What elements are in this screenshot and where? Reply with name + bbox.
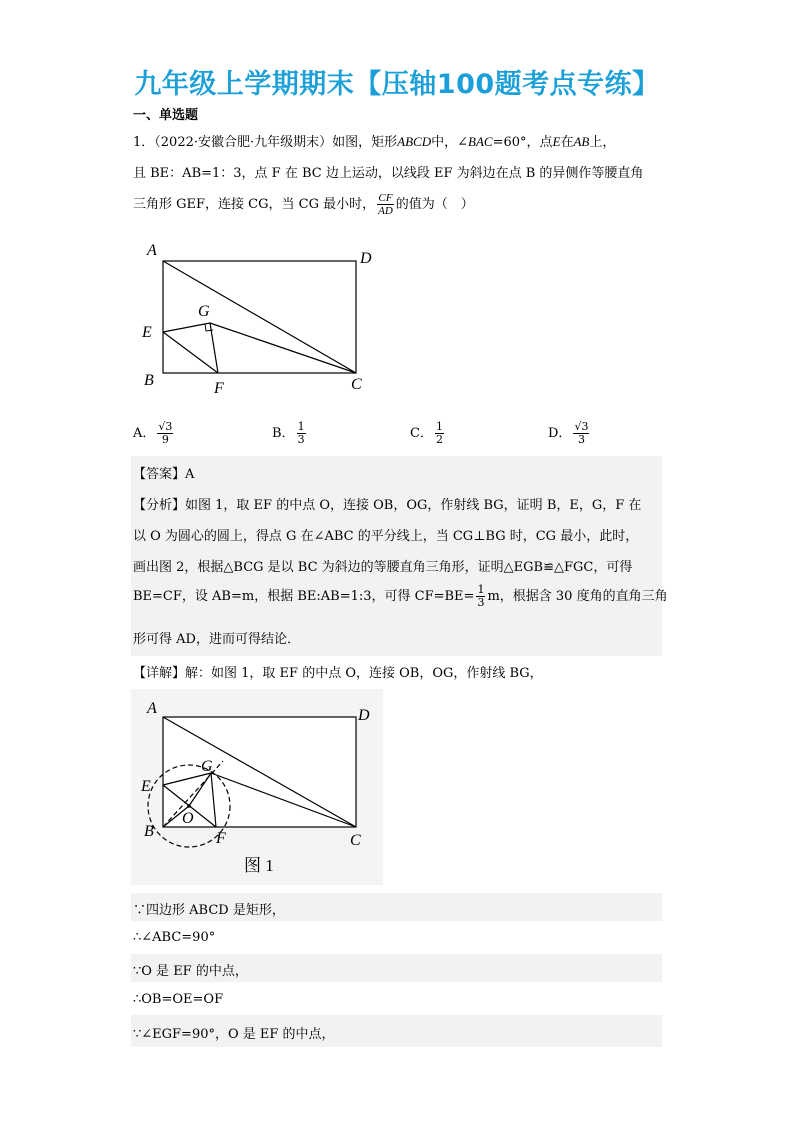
label-d: D [358,707,370,724]
math-ABCD: ABCD [397,134,432,149]
option-a[interactable] [133,421,175,446]
question-text: 中，∠ [431,135,469,150]
fraction-denominator: AD [378,205,393,217]
question-text: 在 [560,135,574,150]
diagonal-ac [163,261,356,373]
answer-value: A [185,467,195,482]
fraction-denominator: 3 [297,433,305,446]
analysis-line-5: 形可得 AD，进而可得结论． [133,632,300,647]
label-c: C [350,832,361,849]
segment-ef [163,332,218,373]
detail-label: 【详解】 [133,666,186,681]
option-c[interactable] [410,421,446,446]
question-text: 如图，矩形 [332,135,398,150]
fraction-denominator: 9 [161,433,169,446]
option-fraction [297,421,306,446]
question-text: 的值为（ ） [395,197,474,212]
figure-1 [131,689,383,885]
fraction-denominator: 2 [435,433,443,446]
option-letter: B． [272,426,295,441]
option-fraction [435,421,444,446]
question-line-1 [133,131,615,150]
step-line: ∵∠EGF=90°，O 是 EF 的中点， [133,1027,335,1042]
fraction-numerator: √3 [574,420,589,433]
option-d[interactable] [548,421,591,446]
option-b[interactable] [272,421,308,446]
fraction-numerator: CF [378,192,393,204]
detail-text: 解：如图 1，取 EF 的中点 O，连接 OB，OG，作射线 BG， [185,666,543,681]
label-a: A [147,700,157,717]
step-line: ∴OB=OE=OF [133,992,224,1007]
label-o: O [182,810,194,827]
option-letter: A． [133,426,156,441]
right-angle-mark [205,324,213,331]
fraction-cf-ad [377,192,394,217]
fraction-denominator: 3 [477,596,485,609]
fraction-numerator: 1 [477,583,485,596]
label-g: G [201,758,213,775]
answer-label: 【答案】 [133,467,186,482]
analysis-label: 【分析】 [133,498,186,513]
detail-line-1 [133,662,543,681]
fraction-numerator: 1 [435,420,443,433]
math-AB: AB [573,134,590,149]
option-letter: C． [410,426,433,441]
question-line-2: 且 BE：AB=1：3，点 F 在 BC 边上运动，以线段 EF 为斜边在点 B 的异侧作等腰直角 [133,166,644,181]
fraction-denominator: 3 [577,433,585,446]
analysis-line-2: 以 O 为圆心的圆上，得点 G 在∠ABC 的平分线上，当 CG⊥BG 时，CG 最小，此时， [133,529,639,544]
label-d: D [360,250,372,267]
label-f: F [214,380,224,397]
label-e: E [142,324,152,341]
option-fraction [157,421,173,446]
step-line: ∵O 是 EF 的中点， [133,964,248,979]
step-line: ∴∠ABC=90° [133,930,216,945]
analysis-line-4 [133,584,668,609]
answer-line [133,463,194,482]
label-a: A [147,242,157,259]
fraction-numerator: 1 [297,420,305,433]
math-BAC: BAC [468,134,493,149]
point-o [187,804,191,808]
analysis-text: BE=CF，设 AB=m，根据 BE:AB=1:3，可得 CF=BE= [133,589,475,604]
label-b: B [144,372,154,389]
question-number: 1． [133,135,155,150]
analysis-text: m，根据含 30 度角的直角三角 [487,589,668,604]
question-source: （2022·安徽合肥·九年级期末） [154,135,333,150]
question-text: 三角形 GEF，连接 CG，当 CG 最小时， [133,197,376,212]
figure-1-caption: 图 1 [244,856,274,875]
analysis-line-1 [133,494,641,513]
analysis-line-3: 画出图 2，根据△BCG 是以 BC 为斜边的等腰直角三角形，证明△EGB≌△FGC，可得 [133,560,633,575]
option-letter: D． [548,426,572,441]
question-text: =60°，点 [492,135,553,150]
section-heading: 一、单选题 [133,108,199,123]
page-title: 九年级上学期期末【压轴100题考点专练】 [134,69,660,100]
option-fraction [573,421,589,446]
fraction-one-third [476,584,485,609]
question-text: 上， [589,135,616,150]
label-f: F [216,830,226,847]
label-g: G [198,303,210,320]
math-E: E [552,134,561,149]
analysis-text: 如图 1，取 EF 的中点 O，连接 OB，OG，作射线 BG，证明 B，E，G，F 在 [185,498,642,513]
step-line: ∵四边形 ABCD 是矩形， [133,903,285,918]
label-e: E [141,778,151,795]
label-c: C [351,376,362,393]
question-figure [130,236,390,402]
fraction-numerator: √3 [158,420,173,433]
segment-eg [163,323,210,332]
question-line-3 [133,192,474,217]
label-b: B [144,823,154,840]
